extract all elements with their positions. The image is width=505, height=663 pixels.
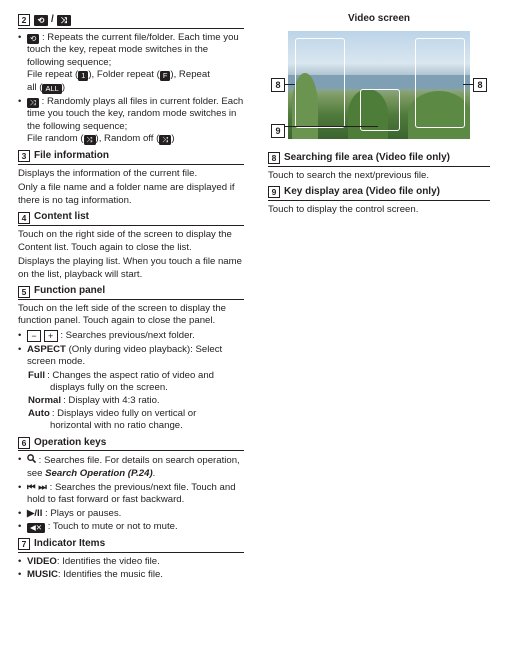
term-desc: horizontal with no ratio change. (50, 420, 183, 432)
random-off-icon: ⤨ (159, 135, 171, 145)
section-6-header (18, 437, 244, 452)
folder-next-icon: + (44, 330, 58, 342)
section-number: 9 (268, 186, 280, 198)
aspect-text: (Only during video playback): Select screen mode. (27, 343, 223, 368)
section-number: 8 (268, 152, 280, 164)
term-label: Full (28, 369, 46, 381)
section-title: File information (34, 149, 109, 161)
skip-text: : Searches the previous/next file. Touch and hold to fast forward or fast backward. (27, 481, 236, 506)
period: . (152, 468, 156, 479)
section-3-header (18, 150, 244, 165)
section-8-header (268, 152, 490, 167)
video-screen-title: Video screen (347, 13, 411, 24)
section-number: 5 (18, 286, 30, 298)
search-text: : Searches file. For details on search operation, see (27, 455, 240, 479)
section-2 (18, 14, 244, 146)
full-term (18, 370, 244, 383)
paragraph: Only a file name and a folder name are displayed if there is no tag information. (18, 182, 235, 206)
section-title: Key display area (Video file only) (284, 186, 440, 198)
mute-icon: ◀✕ (27, 523, 45, 533)
right-column (268, 0, 490, 215)
section-3 (18, 150, 244, 207)
random-off-text: ), Random off ( (95, 133, 160, 145)
mute-bullet (18, 521, 244, 534)
paragraph: Touch on the left side of the screen to display the function panel. Touch again to close the panel. (18, 302, 226, 327)
skip-icon: ⏮ ⏭ (27, 481, 47, 493)
play-bullet (18, 508, 244, 521)
music-indicator-bullet (18, 569, 244, 582)
paragraph: Touch to display the control screen. (268, 203, 419, 215)
repeat-folder-icon: F (160, 71, 171, 81)
section-2-header (18, 14, 244, 29)
search-bullet (18, 454, 244, 480)
folder-search-text: : Searches previous/next folder. (60, 330, 195, 342)
mute-text: : Touch to mute or not to mute. (47, 521, 178, 533)
repeat-key-icon: ⟲ (27, 34, 39, 44)
file-random-icon: ⤨ (84, 135, 96, 145)
video-label: VIDEO (27, 555, 57, 567)
section-4-header (18, 211, 244, 226)
callout-9: 9 (271, 124, 285, 138)
paren-close: ) (61, 81, 66, 93)
paragraph: Touch to search the next/previous file. (268, 169, 430, 181)
repeat-bullet (18, 32, 244, 95)
skip-bullet (18, 482, 244, 507)
repeat-icon: ⟲ (34, 15, 48, 26)
search-area-right[interactable] (415, 38, 465, 128)
random-bullet (18, 96, 244, 146)
section-9 (268, 186, 490, 216)
term-desc: : Displays video fully on vertical or (51, 407, 197, 419)
section-8 (268, 152, 490, 182)
full-term-cont (18, 382, 244, 395)
repeat-all-icon: ALL (42, 84, 61, 94)
section-number: 6 (18, 437, 30, 449)
file-repeat-text: File repeat ( (27, 69, 79, 81)
repeat-description: : Repeats the current file/folder. Each time you touch the key, repeat mode switches in the following sequence; (27, 31, 239, 68)
separator: / (51, 14, 54, 25)
leader-line (463, 84, 473, 85)
leader-line (284, 126, 378, 127)
paren-close: ) (171, 133, 175, 145)
folder-repeat-text: ), Folder repeat ( (88, 69, 160, 81)
term-desc: displays fully on the screen. (50, 382, 168, 394)
music-label: MUSIC (27, 569, 58, 581)
leader-line (284, 84, 295, 85)
term-label: Normal (28, 395, 62, 407)
play-text: : Plays or pauses. (45, 507, 122, 519)
section-number: 3 (18, 150, 30, 162)
section-9-header (268, 186, 490, 201)
section-number: 7 (18, 538, 30, 550)
auto-term-cont (18, 420, 244, 433)
normal-term (18, 395, 244, 408)
term-desc: : Display with 4:3 ratio. (63, 395, 160, 407)
music-text: : Identifies the music file. (57, 569, 163, 581)
repeat-file-icon: 1 (78, 71, 88, 81)
section-5-header (18, 285, 244, 300)
repeat-all-text: all ( (27, 81, 43, 93)
random-key-icon: ⤨ (27, 98, 39, 108)
section-5 (18, 285, 244, 433)
paragraph: Displays the playing list. When you touch a file name on the list, playback will start. (18, 256, 242, 280)
file-random-text: File random ( (27, 133, 84, 145)
aspect-bullet (18, 344, 244, 369)
callout-8-right: 8 (473, 78, 487, 92)
play-pause-icon: ▶/II (27, 507, 43, 519)
search-operation-link[interactable]: Search Operation (P.24) (45, 468, 153, 479)
section-7-header (18, 538, 244, 553)
paragraph: Touch on the right side of the screen to display the Content list. Touch again to close the list. (18, 228, 232, 253)
section-4 (18, 211, 244, 281)
folder-previous-icon: − (27, 330, 41, 342)
video-text: : Identifies the video file. (56, 555, 160, 567)
section-7 (18, 538, 244, 582)
paragraph: Displays the information of the current file. (18, 167, 198, 179)
aspect-label: ASPECT (27, 343, 66, 355)
video-screen-image[interactable] (288, 31, 470, 139)
video-indicator-bullet (18, 556, 244, 569)
term-label: Auto (28, 407, 50, 419)
section-number: 4 (18, 212, 30, 224)
section-title: Function panel (34, 285, 106, 297)
shuffle-icon: ⤨ (57, 15, 71, 26)
random-description: : Randomly plays all files in current folder. Each time you touch the key, random mode switches in the following sequence; (27, 95, 244, 132)
section-title: Searching file area (Video file only) (284, 152, 450, 163)
right-sections (268, 148, 490, 218)
section-title: Indicator Items (34, 537, 106, 549)
section-6 (18, 437, 244, 534)
callout-8-left: 8 (271, 78, 285, 92)
search-area-left[interactable] (295, 38, 345, 128)
section-title: Content list (34, 211, 89, 223)
term-desc: : Changes the aspect ratio of video and (47, 369, 214, 381)
left-column (18, 0, 244, 583)
repeat-text: ), Repeat (170, 69, 210, 81)
section-title: Operation keys (34, 436, 107, 448)
auto-term (18, 408, 244, 421)
section-number: 2 (18, 14, 30, 26)
folder-search-bullet (18, 330, 244, 343)
key-display-area[interactable] (360, 89, 400, 131)
search-icon (27, 455, 39, 466)
